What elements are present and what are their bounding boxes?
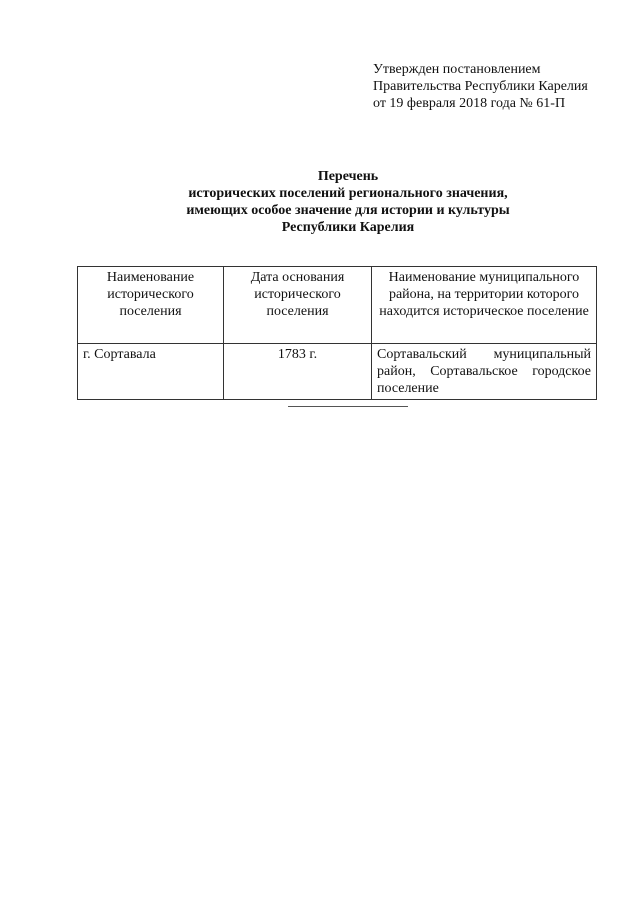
table-header-row <box>78 267 597 344</box>
cell-settlement-name: г. Сортавала <box>78 344 224 400</box>
header-municipal-district: Наименование муниципального района, на территории которого находится историческое поселение <box>372 267 597 344</box>
header-settlement-name: Наименование исторического поселения <box>78 267 224 344</box>
approval-line-3: от 19 февраля 2018 года № 61-П <box>373 96 566 111</box>
approval-note <box>373 61 623 112</box>
title-line-3: имеющих особое значение для истории и культуры <box>186 203 510 218</box>
header-foundation-date: Дата основания исторического поселения <box>224 267 372 344</box>
title-line-2: исторических поселений регионального значения, <box>188 186 508 201</box>
title-line-1: Перечень <box>317 169 379 184</box>
approval-line-1: Утвержден постановлением <box>373 62 541 77</box>
cell-municipal-district: Сортавальский муниципальный район, Сортавальское городское поселение <box>372 344 597 400</box>
table-row <box>78 344 597 400</box>
end-divider <box>288 406 408 407</box>
settlements-table <box>77 266 597 400</box>
approval-line-2: Правительства Республики Карелия <box>373 79 588 94</box>
document-title <box>0 168 640 236</box>
cell-foundation-date: 1783 г. <box>224 344 372 400</box>
title-line-4: Республики Карелия <box>281 220 415 235</box>
